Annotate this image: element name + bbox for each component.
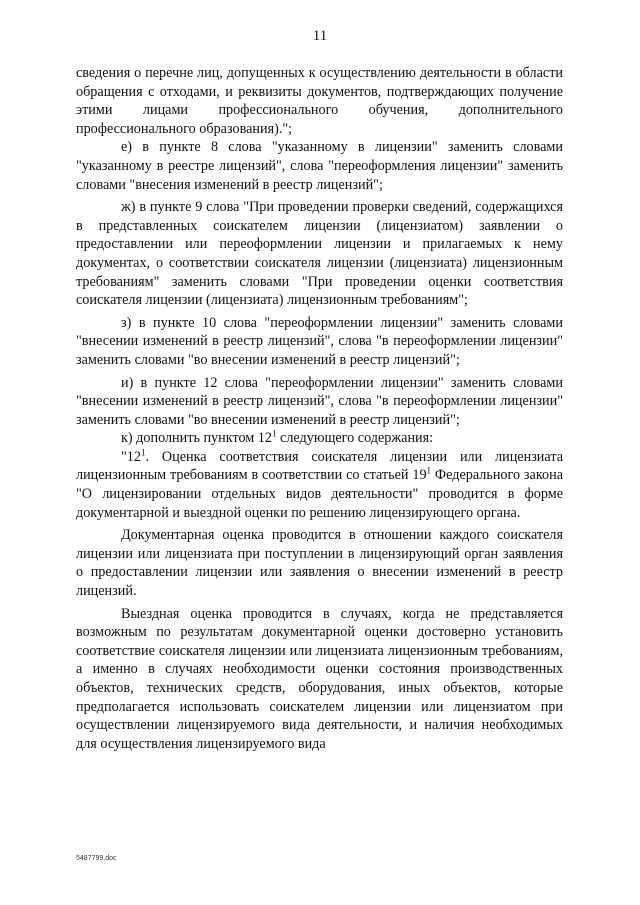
clause-text: . Оценка соответствия соискателя лицензии или лицензиата лицензионным требованиям в соответствии со статьей 19 — [76, 448, 563, 484]
item-k-text: к) дополнить пунктом 12 — [121, 430, 272, 447]
item-k-text-end: следующего содержания: — [276, 430, 434, 447]
clause-text-end: Федерального закона "О лицензировании отдельных видов деятельности" проводится в форме документарной и выездной оценки по решению лицензирующего органа. — [76, 467, 563, 521]
paragraph-clause-12-1 — [76, 448, 563, 522]
footer-filename: 5487799.doc — [76, 855, 117, 862]
item-k-superscript: 1 — [272, 428, 277, 439]
article-superscript: 1 — [426, 465, 432, 476]
document-body — [76, 64, 563, 753]
paragraph-item-k — [76, 429, 563, 448]
paragraph-item-e: е) в пункте 8 слова "указанному в лицензии" заменить словами "указанному в реестре лицензий", слова "переоформления лицензии" заменить словами "внесения изменений в реестр лицензий"; — [76, 139, 563, 193]
page-number: 11 — [312, 28, 328, 44]
paragraph-item-i: и) в пункте 12 слова "переоформлении лицензии" заменить словами "внесении изменений в реестр лицензий", слова "в переоформлении лицензии" заменить словами "во внесении изменений в реестр лицензий"; — [76, 374, 563, 428]
paragraph-item-z: з) в пункте 10 слова "переоформлении лицензии" заменить словами "внесении изменений в реестр лицензий", слова "в переоформлении лицензии" заменить словами "во внесении изменений в реестр лицензий"; — [76, 314, 563, 368]
clause-number: "12 — [121, 448, 141, 465]
clause-superscript: 1 — [140, 447, 146, 458]
paragraph-onsite-assessment: Выездная оценка проводится в случаях, когда не представляется возможным по результатам документарной оценки достоверно установить соответствие соискателя лицензии или лицензиата лицензионным требованиям, а именно в случаях необходимости оценки состояния производственных объектов, технических средств, оборудования, иных объектов, которые предполагается использовать соискателем лицензии или лицензиатом при осуществлении лицензируемого вида деятельности, и наличия необходимых для осуществления лицензируемого вида — [76, 605, 563, 752]
paragraph-continuation: сведения о перечне лиц, допущенных к осуществлению деятельности в области обращения с отходами, и реквизиты документов, подтверждающих получение этими лицами профессионального обучения, дополнительного профессионального образования)."; — [76, 65, 563, 137]
paragraph-item-zh: ж) в пункте 9 слова "При проведении проверки сведений, содержащихся в представленных соискателем лицензии (лицензиатом) заявлении о предоставлении или переоформлении лицензии и прилагаемых к нему документах, о соответствии соискателя лицензии (лицензиата) лицензионным требованиям" заменить словами "При проведении оценки соответствия соискателя лицензии (лицензиата) лицензионным требованиям"; — [76, 199, 563, 309]
paragraph-documentary-assessment: Документарная оценка проводится в отношении каждого соискателя лицензии или лицензиата при поступлении в лицензирующий орган заявления о предоставлении лицензии или заявления о внесении изменений в реестр лицензий. — [76, 527, 563, 600]
